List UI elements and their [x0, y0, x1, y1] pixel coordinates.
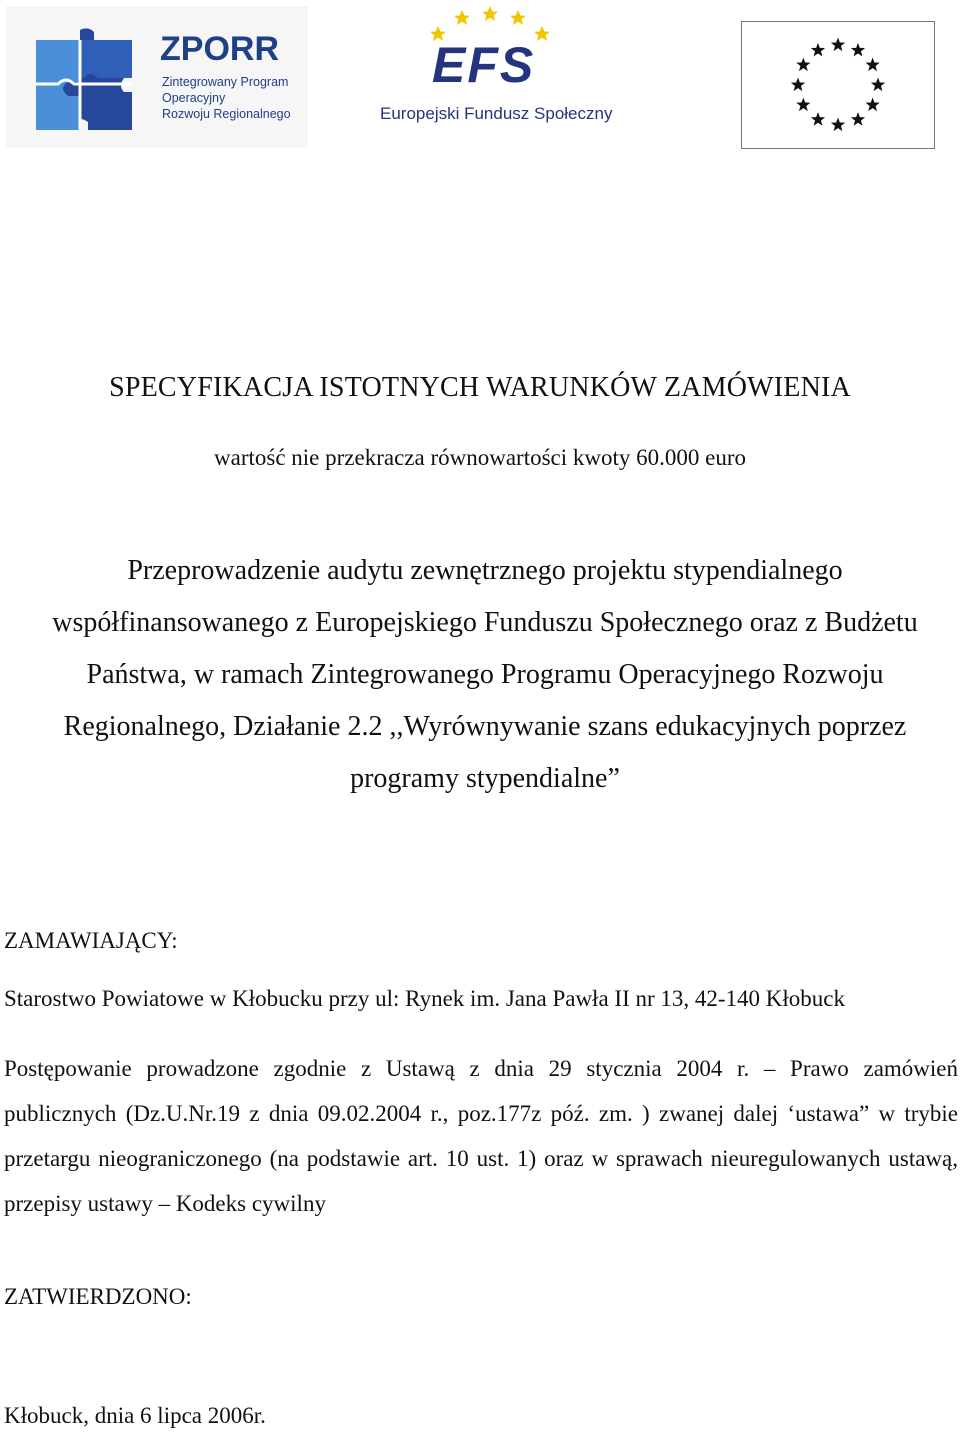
procedure-basis: Postępowanie prowadzone zgodnie z Ustawą z dnia 29 stycznia 2004 r. – Prawo zamówień publicznych (Dz.U.Nr.19 z dnia 09.02.2004 r., poz.177z póź. zm. ) zwanej dalej ‘ustawa” w trybie przetargu nieograniczonego (na podstawie art. 10 ust. 1) oraz w sprawach nieuregulowanych ustawą, przepisy ustawy – Kodeks cywilny [4, 1056, 958, 1216]
eu-star [866, 98, 880, 112]
eu-star [811, 43, 825, 57]
eu-star [851, 43, 865, 57]
efs-logo [376, 4, 613, 134]
eu-star [796, 58, 810, 72]
efs-caption: Europejski Fundusz Społeczny [380, 104, 613, 123]
efs-wordmark: EFS [432, 37, 536, 93]
eu-stars-icon [742, 22, 934, 148]
zporr-subtitle [162, 74, 291, 122]
eu-star [851, 112, 865, 126]
logo-bar [0, 0, 960, 160]
zporr-logo [6, 6, 308, 148]
ordering-party-label: ZAMAWIAJĄCY: [4, 928, 178, 953]
eu-star [791, 78, 805, 92]
eu-star [796, 98, 810, 112]
place-and-date: Kłobuck, dnia 6 lipca 2006r. [4, 1403, 266, 1428]
puzzle-icon [28, 26, 138, 138]
eu-star [871, 78, 885, 92]
eu-star [811, 112, 825, 126]
zporr-title: ZPORR [160, 30, 279, 68]
ordering-party-address: Starostwo Powiatowe w Kłobucku przy ul: Rynek im. Jana Pawła II nr 13, 42-140 Kłobuck [4, 986, 846, 1011]
zporr-subtitle-line: Operacyjny [162, 91, 226, 105]
procurement-subject: Przeprowadzenie audytu zewnętrznego projektu stypendialnego współfinansowanego z Europejskiego Funduszu Społecznego oraz z Budżetu Państwa, w ramach Zintegrowanego Programu Operacyjnego Rozwoju Regionalnego, Działanie 2.2 ,,Wyrównywanie szans edukacyjnych poprzez programy stypendialne” [52, 555, 918, 794]
eu-star [831, 118, 845, 132]
eu-flag [741, 21, 935, 149]
eu-star [831, 38, 845, 52]
zporr-subtitle-line: Zintegrowany Program [162, 75, 289, 89]
zporr-subtitle-line: Rozwoju Regionalnego [162, 107, 291, 121]
document-title: SPECYFIKACJA ISTOTNYCH WARUNKÓW ZAMÓWIENIA [109, 372, 851, 403]
eu-star [866, 58, 880, 72]
approved-label: ZATWIERDZONO: [4, 1284, 192, 1309]
value-note: wartość nie przekracza równowartości kwoty 60.000 euro [214, 445, 746, 470]
